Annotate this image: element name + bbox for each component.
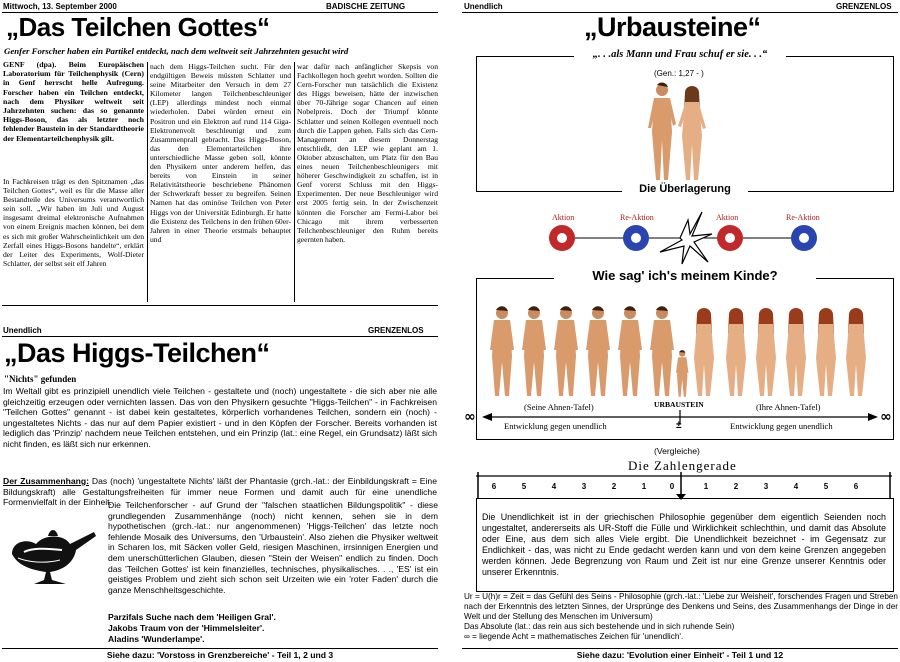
ancestor-figures-row xyxy=(488,306,872,398)
label-vergleiche: (Vergleiche) xyxy=(654,446,700,456)
list-jakob: Jakobs Traum von der 'Himmelsleiter'. xyxy=(108,623,265,633)
banner-wie-sag-ich: Wie sag' ich's meinem Kinde? xyxy=(554,268,816,283)
genie-lamp-illustration xyxy=(4,514,104,594)
label-ihre-ahnen: (Ihre Ahnen-Tafel) xyxy=(756,402,821,412)
footer-right: Siehe dazu: 'Evolution einer Einheit' - Teil 1 und 12 xyxy=(576,650,784,660)
article-subtitle: Genfer Forscher haben ein Partikel entdeckt, nach dem weltweit seit Jahrzehnten gesucht wird xyxy=(4,46,349,56)
tick-label: 6 xyxy=(491,482,497,491)
higgs-body: Die Teilchenforscher - auf Grund der "falschen staatlichen Bildungspolitik" - diese grundlegenden Zusammenhänge (noch) nicht kennen, sehen sie in dem hypothetischen (grch.-lat.: nur angenommenen) 'Higgs-Teilchen' das letzte noch fehlende Mosaik des Universums, den 'Urbaustein'. Also ziehen die Physiker weltweit in Scharen los, mit Säcken voller Geld, riesigen Maschinen, irrsinnigen Energien und dem unerschütterlichen Glauben, diesen "Stein der Weisen" endlich zu finden. Doch das 'Teilchen Gottes' ist kein finanzielles, technisches, physikalisches. . ., 'ES' ist ein geistiges Problem und zieht sich schon seit Urzeiten wie ein 'roter Faden' durch die ganze Menschheitsgeschichte. xyxy=(108,500,438,595)
tick-label: 4 xyxy=(551,482,557,491)
tick-label: 6 xyxy=(853,482,859,491)
tick-label: 5 xyxy=(823,482,829,491)
label-zahlengerade: Die Zahlengerade xyxy=(628,458,737,473)
genesis-reference: (Gen.: 1,27 - ) xyxy=(654,69,704,78)
tick-label: 3 xyxy=(581,482,587,491)
higgs-intro: Im Weltall gibt es prinzipiell unendlich viele Teilchen - gestaltete und (noch) ungestaltete - die sich aber nie alle gleichzeitig erzeugen oder vernichten lassen. Das von den Physikern gesuchte "Higgs-Teilchen" - in Fachkreisen "Teilchen Gottes" genannt - ist dabei kein gestaltetes, körperlich vorhandenes Teilchen, sondern ein (noch) - ungestaltetes Nichts - das nur auf dem Papier existiert - und in den Köpfen der Forscher. Bereits vorhanden ist lediglich das 'Prinzip' nachdem neue Teilchen entstehen, und ein Prinzip (lat.: eine Regel, ein Grundsatz) läßt sich nicht finden, es läßt sich nur erkennen. xyxy=(3,386,437,449)
label-aktion-1: Aktion xyxy=(552,213,575,222)
adam-eve-figures xyxy=(640,82,716,182)
article-column-1: In Fachkreisen trägt es den Spitznamen „das Teilchen Gottes“, weil es für die Masse aller Bestandteile des Universums verantwortlich sein soll. „Wir haben im Juli und August insgesamt dreimal elektronische Aufnahmen von einem Ereignis machen können, bei dem es sich mit großer Wahrscheinlichkeit um den Zerfall eines Higgs-Bosons handelte“, erklärt der Leiter des Experiments, Wolf-Dieter Schlatter, der selbst seit elf Jahren xyxy=(3,177,144,268)
article-title: „Das Teilchen Gottes“ xyxy=(6,12,270,42)
definition-ur: Ur = U(h)r = Zeit = das Gefühl des Seins - Philosophie (grch.-lat.: 'Liebe zur Weisheit', forschendes Fragen und Streben nach der Erkenntnis des letzten Sinnes, der Ursprünge des Denkens und Seins, des Zusammenhangs der Dinge in der Welt und der Stellung des Menschen im Universum) xyxy=(464,592,898,621)
label-reaktion-1: Re-Aktion xyxy=(620,213,654,222)
label-reaktion-2: Re-Aktion xyxy=(786,213,820,222)
tick-label-zero: 0 xyxy=(669,482,675,491)
tick-label: 2 xyxy=(611,482,617,491)
header-newspaper: BADISCHE ZEITUNG xyxy=(326,2,406,11)
svg-text:∞: ∞ xyxy=(880,409,892,425)
banner-ueberlagerung: Die Überlagerung xyxy=(622,183,748,195)
tick-label: 4 xyxy=(793,482,799,491)
list-aladin: Aladins 'Wunderlampe'. xyxy=(108,634,205,644)
article-column-3: war dafür nach anfänglicher Skepsis von Fachkollegen hoch geehrt worden. Sollten die Cern-Forscher nun tatsächlich die Existenz des Higgs beweisen, hätte der inzwischen über 70-Jährige sogar Chancen auf einen Nobelpreis. Doch der Triumpf könnte Schlatter und seinen Kollegen eventuell noch durch die Lappen gehen. Falls sich das Cern-Management an diesem Donnerstag entschließt, den LEP wie geplant am 1. Oktober abzuschalten, um Platz für den Bau eines neuen Teilchenbeschleunigers mit höherer Geschwindigkeit zu schaffen, ist in Genf vorerst Schluss mit den Higgs-Experimenten. Der neue Beschleuniger wird erst 2005 fertig sein. In der Zwischenzeit könnten die Forscher am Fermi-Labor bei Chicago mit ihrem verbesserten Teilchenbeschleuniger den Ruhm bereits geernten haben. xyxy=(297,62,438,244)
plus-minus-sign: ± xyxy=(676,420,682,431)
footer-left: Siehe dazu: 'Vorstoss in Grenzbereiche' - Teil 1, 2 und 3 xyxy=(106,650,334,660)
header-date: Mittwoch, 13. September 2000 xyxy=(3,2,117,11)
label-entwicklung-right: Entwicklung gegen unendlich xyxy=(730,421,833,431)
label-urbaustein: URBAUSTEIN xyxy=(654,400,704,409)
article-column-2: nach dem Higgs-Teilchen sucht. Für den endgültigen Beweis müssten Schlatter und seine Mitarbeiter den Versuch in dem 27 Kilometer langen Teilchenbeschleuniger (LEP) allerdings mindest noch einmal wiederholen. Dabei würden erneut ein Positron und ein Elektron auf rund 114 Giga-Elektronenvolt beschleunigt und zum Zusammenprall gebracht. Das Higgs-Boson, das den Elementarteilchen ihre unterschiedliche Masse geben soll, könnte den Physikern unter anderem helfen, das bereits von Einstein in seiner Relativitätstheorie beschriebene Phänomen der Schwerkraft besser zu begreifen. Seinen Namen hat das ominöse Teilchen von Peter Higgs von der Universität Edinburgh. Er hatte die Existenz des Teilchens in den frühen 60er-Jahren in einer Theorie erstmals behauptet und xyxy=(150,62,291,244)
article-lead: GENF (dpa). Beim Europäischen Laboratorium für Teilchenphysik (Cern) in Genf herrscht helle Aufregung. Forscher haben ein Teilchen entdeckt, nach dem Physiker weltweit seit Jahrzehnten suchen: das so genannte Higgs-Boson, das als letzter noch fehlender Baustein in der Standardtheorie der Elementarteilchenphysik gilt. xyxy=(3,60,144,143)
zusammenhang-paragraph xyxy=(3,476,437,508)
tick-label: 1 xyxy=(703,482,709,491)
label-entwicklung-left: Entwicklung gegen unendlich xyxy=(504,421,607,431)
right-section-grenzenlos: GRENZENLOS xyxy=(836,2,892,11)
label-seine-ahnen: (Seine Ahnen-Tafel) xyxy=(524,402,594,412)
label-aktion-2: Aktion xyxy=(716,213,739,222)
svg-text:∞: ∞ xyxy=(464,409,476,425)
urbausteine-title: „Urbausteine“ xyxy=(584,12,761,42)
higgs-subtitle: "Nichts" gefunden xyxy=(4,374,77,384)
genesis-quote: „. . .als Mann und Frau schuf er sie. . .“ xyxy=(574,49,786,60)
zusammenhang-label: Der Zusammenhang: xyxy=(3,476,89,486)
definition-absolute: Das Absolute (lat.: das rein aus sich bestehende und in sich ruhende Sein) xyxy=(464,622,735,631)
tick-label: 5 xyxy=(521,482,527,491)
list-parzifal: Parzifals Suche nach dem 'Heiligen Gral'. xyxy=(108,612,276,622)
definition-infinity: ∞ = liegende Acht = mathematisches Zeichen für 'unendlich'. xyxy=(464,632,684,641)
tick-label: 3 xyxy=(763,482,769,491)
section-label-grenzenlos: GRENZENLOS xyxy=(368,326,424,335)
tick-label: 2 xyxy=(733,482,739,491)
tick-label: 1 xyxy=(641,482,647,491)
higgs-title: „Das Higgs-Teilchen“ xyxy=(4,338,270,368)
zusammenhang-text: Das (noch) 'ungestaltete Nichts' läßt der Phantasie (grch.-lat.: der Einbildungskraft = Eine Bildungskraft) alle Gestaltungsfreiheiten für immer neue Formen und damit auch für eine unendliche Formenvielfalt in der Einheit. xyxy=(3,476,437,508)
right-section-unendlich: Unendlich xyxy=(464,2,503,11)
unendlichkeit-text: Die Unendlichkeit ist in der griechischen Philosophie gegenüber dem eigentlich Seienden noch ungestaltet, andererseits als UR-Stoff die Fülle und Wirklichkeit schlechthin, und damit das Absolute oder Eine, aus dem sich alles Viele ergibt. Die Unendlichkeit bezeichnet - im Gegensatz zur Endlichkeit - das, was nicht zu Ende gedacht werden kann und von dem keine Grenzen angegeben werden können. Jede Begrenzung von Raum und Zeit ist nur eine Grenze unserer Kenntnis oder unserer Erkenntnis. xyxy=(482,512,886,577)
section-label-unendlich: Unendlich xyxy=(3,326,42,335)
